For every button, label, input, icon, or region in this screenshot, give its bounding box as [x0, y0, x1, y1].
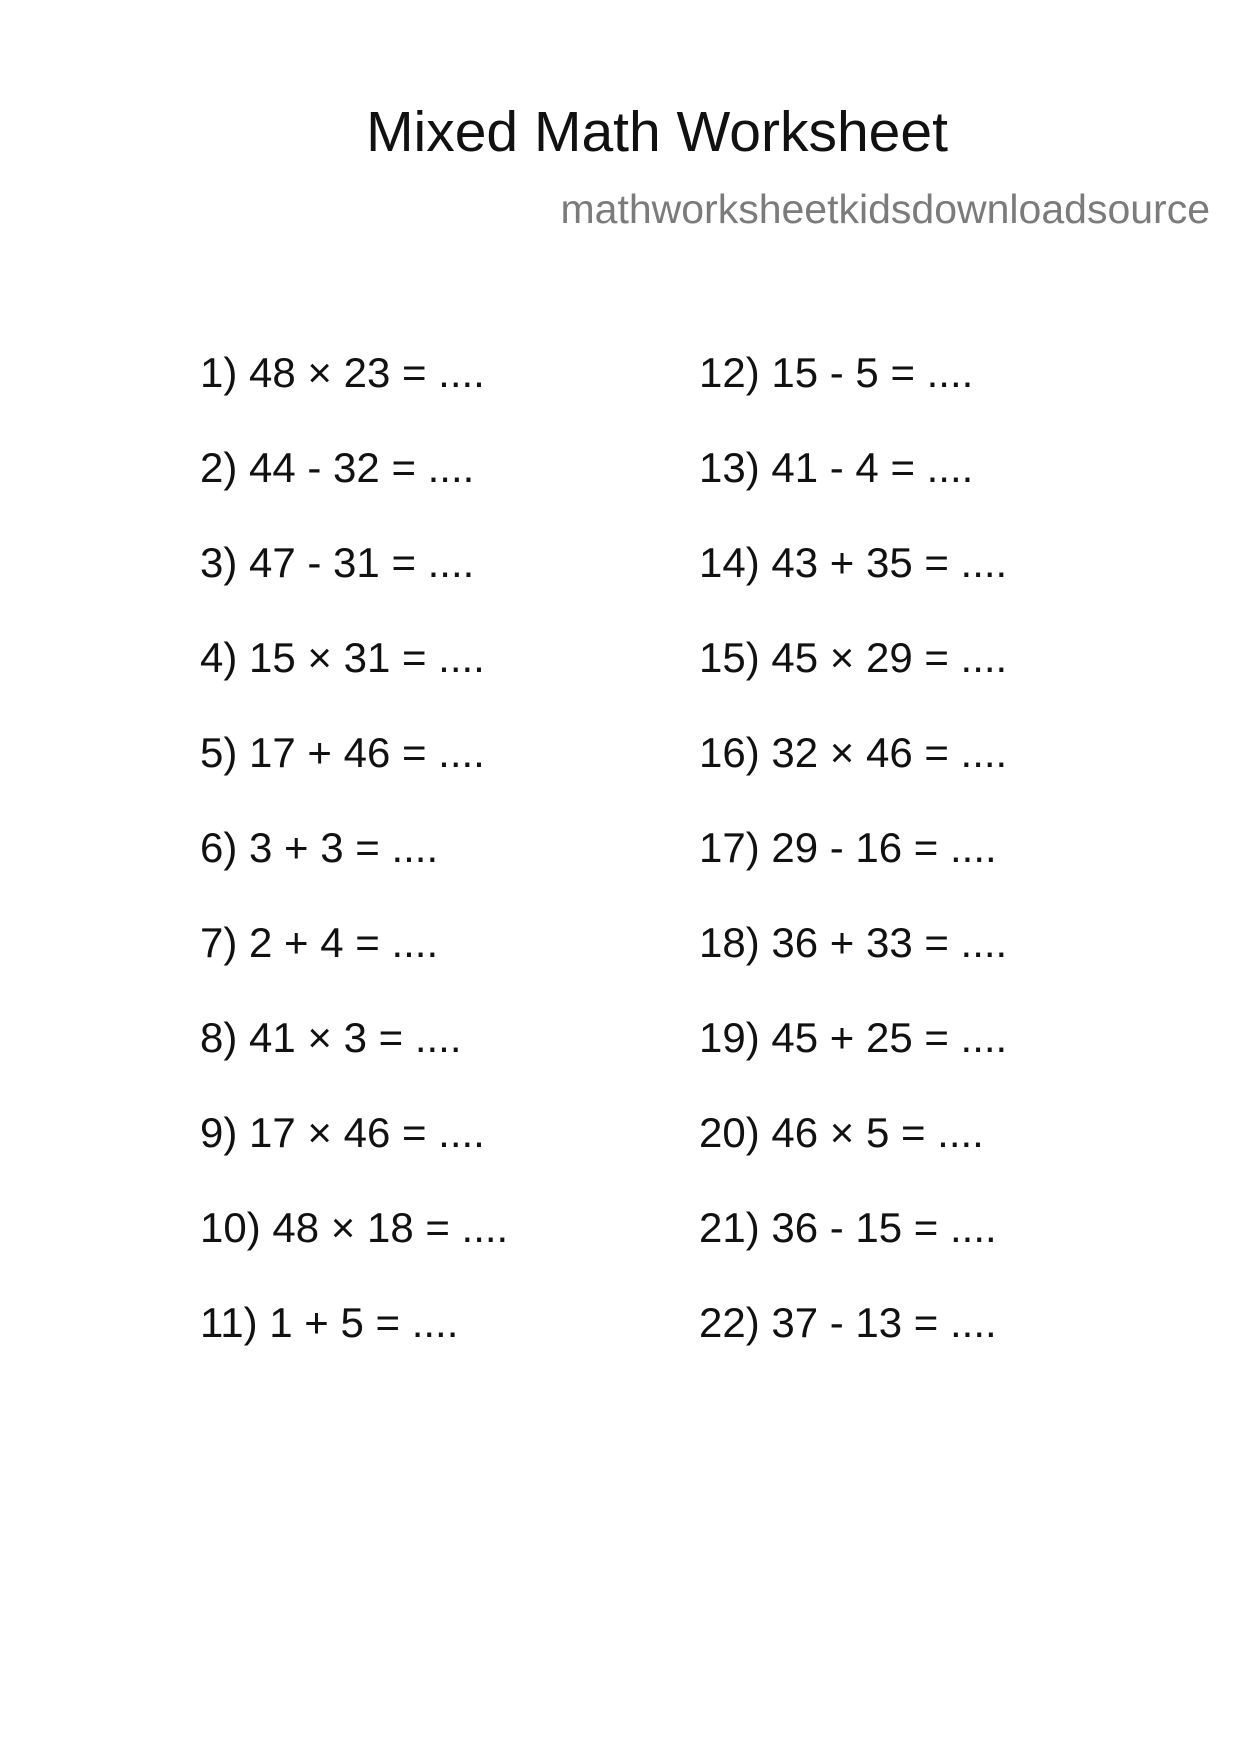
problem-item: 7) 2 + 4 = ....	[200, 919, 439, 966]
problem-item: 1) 48 × 23 = ....	[200, 349, 485, 396]
worksheet-source-text: mathworksheetkidsdownloadsource	[560, 186, 1210, 232]
problem-item: 4) 15 × 31 = ....	[200, 634, 485, 681]
problem-item: 2) 44 - 32 = ....	[200, 444, 475, 491]
problem-item: 15) 45 × 29 = ....	[699, 634, 1008, 681]
problem-item: 11) 1 + 5 = ....	[200, 1299, 459, 1346]
problem-item: 8) 41 × 3 = ....	[200, 1014, 462, 1061]
problem-item: 13) 41 - 4 = ....	[699, 444, 974, 491]
problem-item: 22) 37 - 13 = ....	[699, 1299, 997, 1346]
problem-item: 20) 46 × 5 = ....	[699, 1109, 984, 1156]
problem-item: 17) 29 - 16 = ....	[699, 824, 997, 871]
problem-item: 5) 17 + 46 = ....	[200, 729, 485, 776]
problem-item: 16) 32 × 46 = ....	[699, 729, 1008, 776]
problem-item: 10) 48 × 18 = ....	[200, 1204, 509, 1251]
problem-item: 6) 3 + 3 = ....	[200, 824, 439, 871]
problem-item: 3) 47 - 31 = ....	[200, 539, 475, 586]
problem-item: 21) 36 - 15 = ....	[699, 1204, 997, 1251]
problem-item: 12) 15 - 5 = ....	[699, 349, 974, 396]
problem-column-right	[699, 348, 1007, 1393]
problem-item: 9) 17 × 46 = ....	[200, 1109, 485, 1156]
problem-item: 14) 43 + 35 = ....	[699, 539, 1008, 586]
problem-column-left	[200, 348, 508, 1393]
problem-item: 18) 36 + 33 = ....	[699, 919, 1008, 966]
problem-item: 19) 45 + 25 = ....	[699, 1014, 1008, 1061]
worksheet-title: Mixed Math Worksheet	[366, 100, 948, 164]
